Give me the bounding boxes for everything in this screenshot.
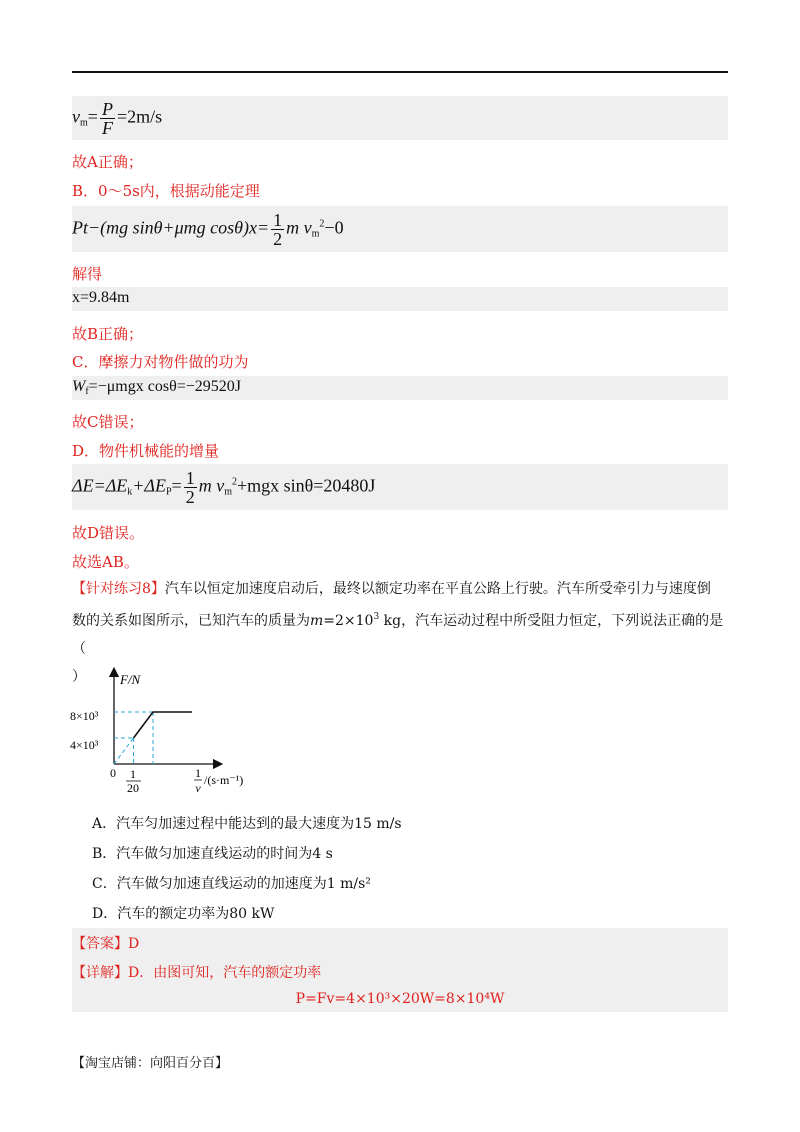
choose-answer: 故选AB。 [72,553,139,571]
power-equation: P=Fv=4×10³×20W=8×10⁴W [295,991,505,1007]
option-b: B．汽车做匀加速直线运动的时间为4 s [92,846,333,862]
a-correct: 故A正确； [72,153,143,171]
x-equation: x=9.84m [72,289,130,306]
c-wrong: 故C错误； [72,413,144,431]
x-label-unit: /(s·m⁻¹) [204,773,244,787]
force-velocity-graph [60,664,300,794]
x-label-den: v [195,781,201,794]
exercise-tag: 【针对练习8】 [72,581,165,597]
x-tick-den: 20 [127,781,139,794]
option-d: D．汽车的额定功率为80 kW [92,906,275,922]
work-energy-equation: Pt−(mg sinθ+μmg cosθ)x= $\frac{1}{2}$ m $v_m^2-0$ [72,210,344,249]
y-tick-label: 4×10³ [70,738,99,752]
shop-footer: 【淘宝店铺：向阳百分百】 [72,1056,229,1071]
force-series-line [134,712,193,738]
delta-e-equation: $\Delta E=\Delta E_k+\Delta E_P=$ $\frac{1}{2}$ m $v_m^2+mgx$ sinθ=20480J [72,468,376,507]
vm-equation: $v_m=$ $\frac{P}{F}$ =2m/s [72,99,163,138]
origin-label: 0 [110,766,116,780]
option-a: A．汽车匀加速过程中能达到的最大速度为15 m/s [92,816,402,832]
wf-equation: $W_f=-\mu mgx$ cosθ=−29520J [72,378,242,397]
header-rule [72,71,728,73]
equation-band [72,287,728,311]
y-tick-label: 8×10³ [70,709,99,723]
x-tick-num: 1 [130,767,136,781]
b-intro: B．0～5s内，根据动能定理 [72,182,260,200]
guide-origin-extension [114,738,134,764]
equation-band [72,96,728,140]
c-intro: C．摩擦力对物件做的功为 [72,353,249,371]
answer-line: 【答案】D [72,936,140,952]
x-label-num: 1 [195,766,201,780]
y-axis-label: F/N [120,672,141,687]
exercise-paragraph: 【针对练习8】汽车以恒定加速度启动后，最终以额定功率在平直公路上行驶。汽车所受牵引力与速度倒 数的关系如图所示，已知汽车的质量为$m=2\times 10^3$ kg，汽车运动过程中所受阻力恒定，下列说法正确的是（ ） [72,581,724,685]
detail-line: 【详解】D．由图可知，汽车的额定功率 [72,965,322,981]
b-correct: 故B正确； [72,325,144,343]
d-intro: D．物件机械能的增量 [72,442,220,460]
solve-label: 解得 [72,265,103,283]
d-wrong: 故D错误。 [72,524,145,542]
option-c: C．汽车做匀加速直线运动的加速度为1 m/s² [92,876,371,892]
